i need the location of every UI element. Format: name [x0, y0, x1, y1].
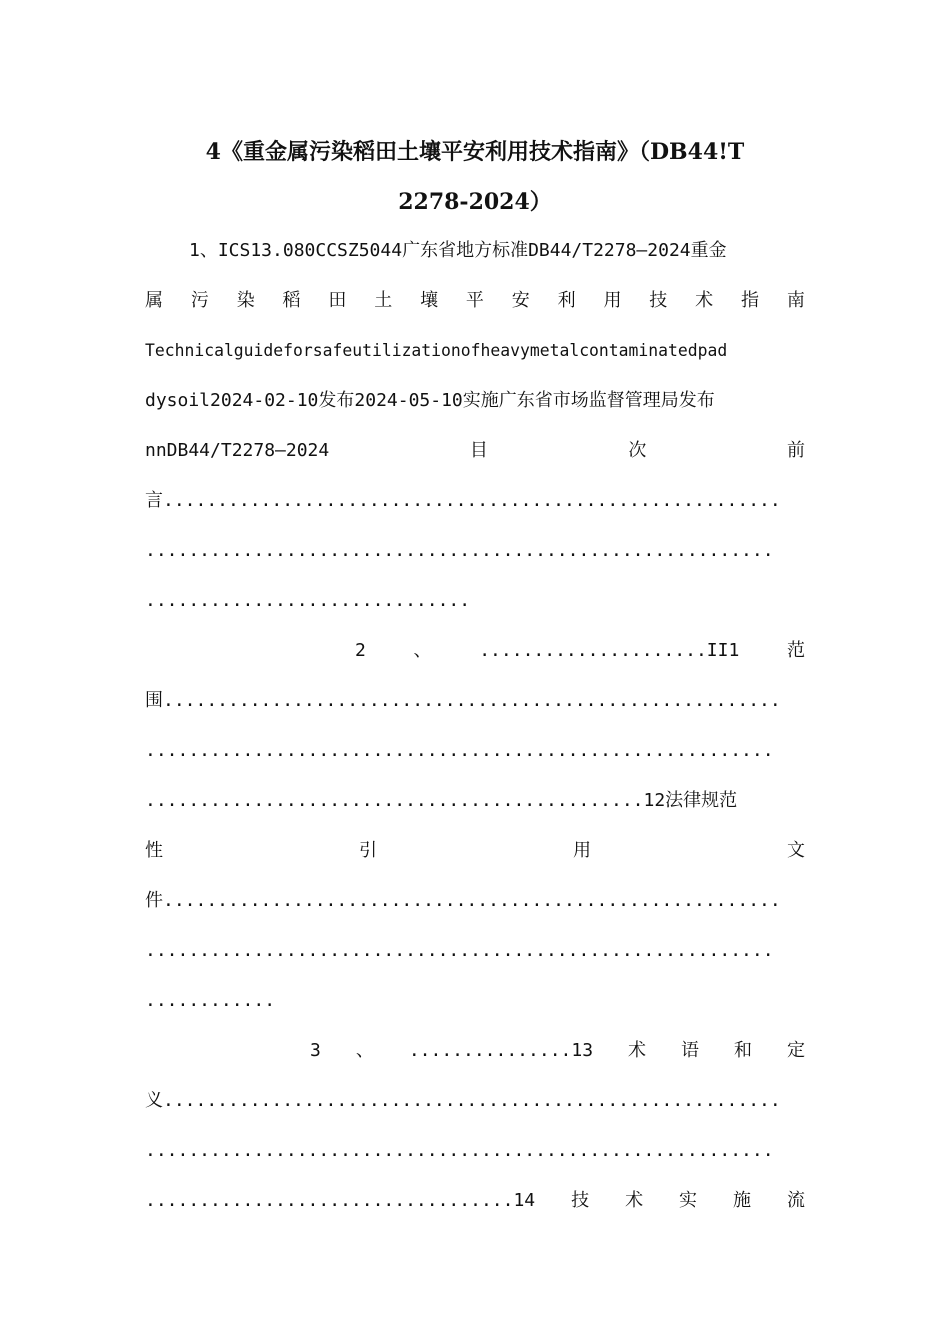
- char: 语: [681, 1040, 700, 1061]
- char: 壤: [420, 290, 439, 311]
- char: 性: [145, 840, 163, 861]
- char: 染: [236, 290, 255, 311]
- body-line-2: [145, 276, 805, 326]
- toc-entry-2: [355, 626, 805, 676]
- char: 和: [734, 1040, 752, 1061]
- toc-line-documents: 件.........................................................: [145, 890, 781, 911]
- page-ref: .....................II1: [479, 640, 740, 661]
- toc-dot-leader: ............: [145, 990, 276, 1011]
- char: 土: [374, 290, 393, 311]
- body-line-3: Technicalguideforsafeutilizationofheavymetalcontaminatedpad: [145, 341, 728, 360]
- body-line-1: 1、ICS13.080CCSZ5044广东省地方标准DB44/T2278—2024重金: [189, 240, 727, 261]
- char: 3: [310, 1040, 321, 1061]
- toc-entry-4: [145, 1176, 805, 1226]
- char: 、: [413, 640, 432, 661]
- toc-dot-leader: ..........................................................: [145, 540, 774, 561]
- char: 术: [628, 1040, 647, 1061]
- char: 术: [625, 1190, 644, 1211]
- body-line-5: [145, 426, 805, 476]
- char: 南: [786, 290, 805, 311]
- page-ref: ..................................14: [145, 1190, 536, 1211]
- char: 稻: [282, 290, 301, 311]
- char: 平: [465, 290, 484, 311]
- toc-entry-normative: ..............................................12法律规范: [145, 790, 738, 811]
- page-ref: ...............13: [408, 1040, 594, 1061]
- toc-dot-leader: ..........................................................: [145, 1140, 774, 1161]
- body-line-4: dysoil2024-02-10发布2024-05-10实施广东省市场监督管理局发布: [145, 390, 715, 411]
- char: 技: [571, 1190, 590, 1211]
- char: 目: [469, 440, 488, 461]
- char: 施: [733, 1190, 752, 1211]
- char: 次: [628, 440, 647, 461]
- toc-line-definitions: 义.........................................................: [145, 1090, 781, 1111]
- char: 用: [573, 840, 591, 861]
- char: 前: [786, 440, 805, 461]
- char: 流: [786, 1190, 805, 1211]
- char: 技: [649, 290, 668, 311]
- char: 田: [328, 290, 347, 311]
- toc-line-preface: 言.........................................................: [145, 490, 781, 511]
- toc-entry-3: [310, 1026, 805, 1076]
- document-title-line-2: 2278-2024）: [398, 189, 552, 215]
- char: 文: [787, 840, 805, 861]
- char: 实: [679, 1190, 698, 1211]
- char: 利: [557, 290, 576, 311]
- char: 用: [603, 290, 622, 311]
- char: 定: [786, 1040, 805, 1061]
- char: 引: [359, 840, 377, 861]
- char: 安: [511, 290, 530, 311]
- char: 2: [355, 640, 366, 661]
- char: 术: [695, 290, 714, 311]
- toc-dot-leader: ..........................................................: [145, 940, 774, 961]
- toc-dot-leader: ..........................................................: [145, 740, 774, 761]
- char: 属: [145, 290, 163, 311]
- char: 指: [740, 290, 759, 311]
- body-line-13: [145, 826, 805, 876]
- document-title-line-1: 4《重金属污染稻田土壤平安利用技术指南》（DB44!T: [205, 139, 745, 165]
- char: 、: [355, 1040, 374, 1061]
- standard-code: nnDB44/T2278—2024: [145, 440, 330, 461]
- char: 污: [190, 290, 209, 311]
- toc-line-scope: 围.........................................................: [145, 690, 781, 711]
- char: 范: [787, 640, 805, 661]
- toc-dot-leader: ..............................: [145, 590, 471, 611]
